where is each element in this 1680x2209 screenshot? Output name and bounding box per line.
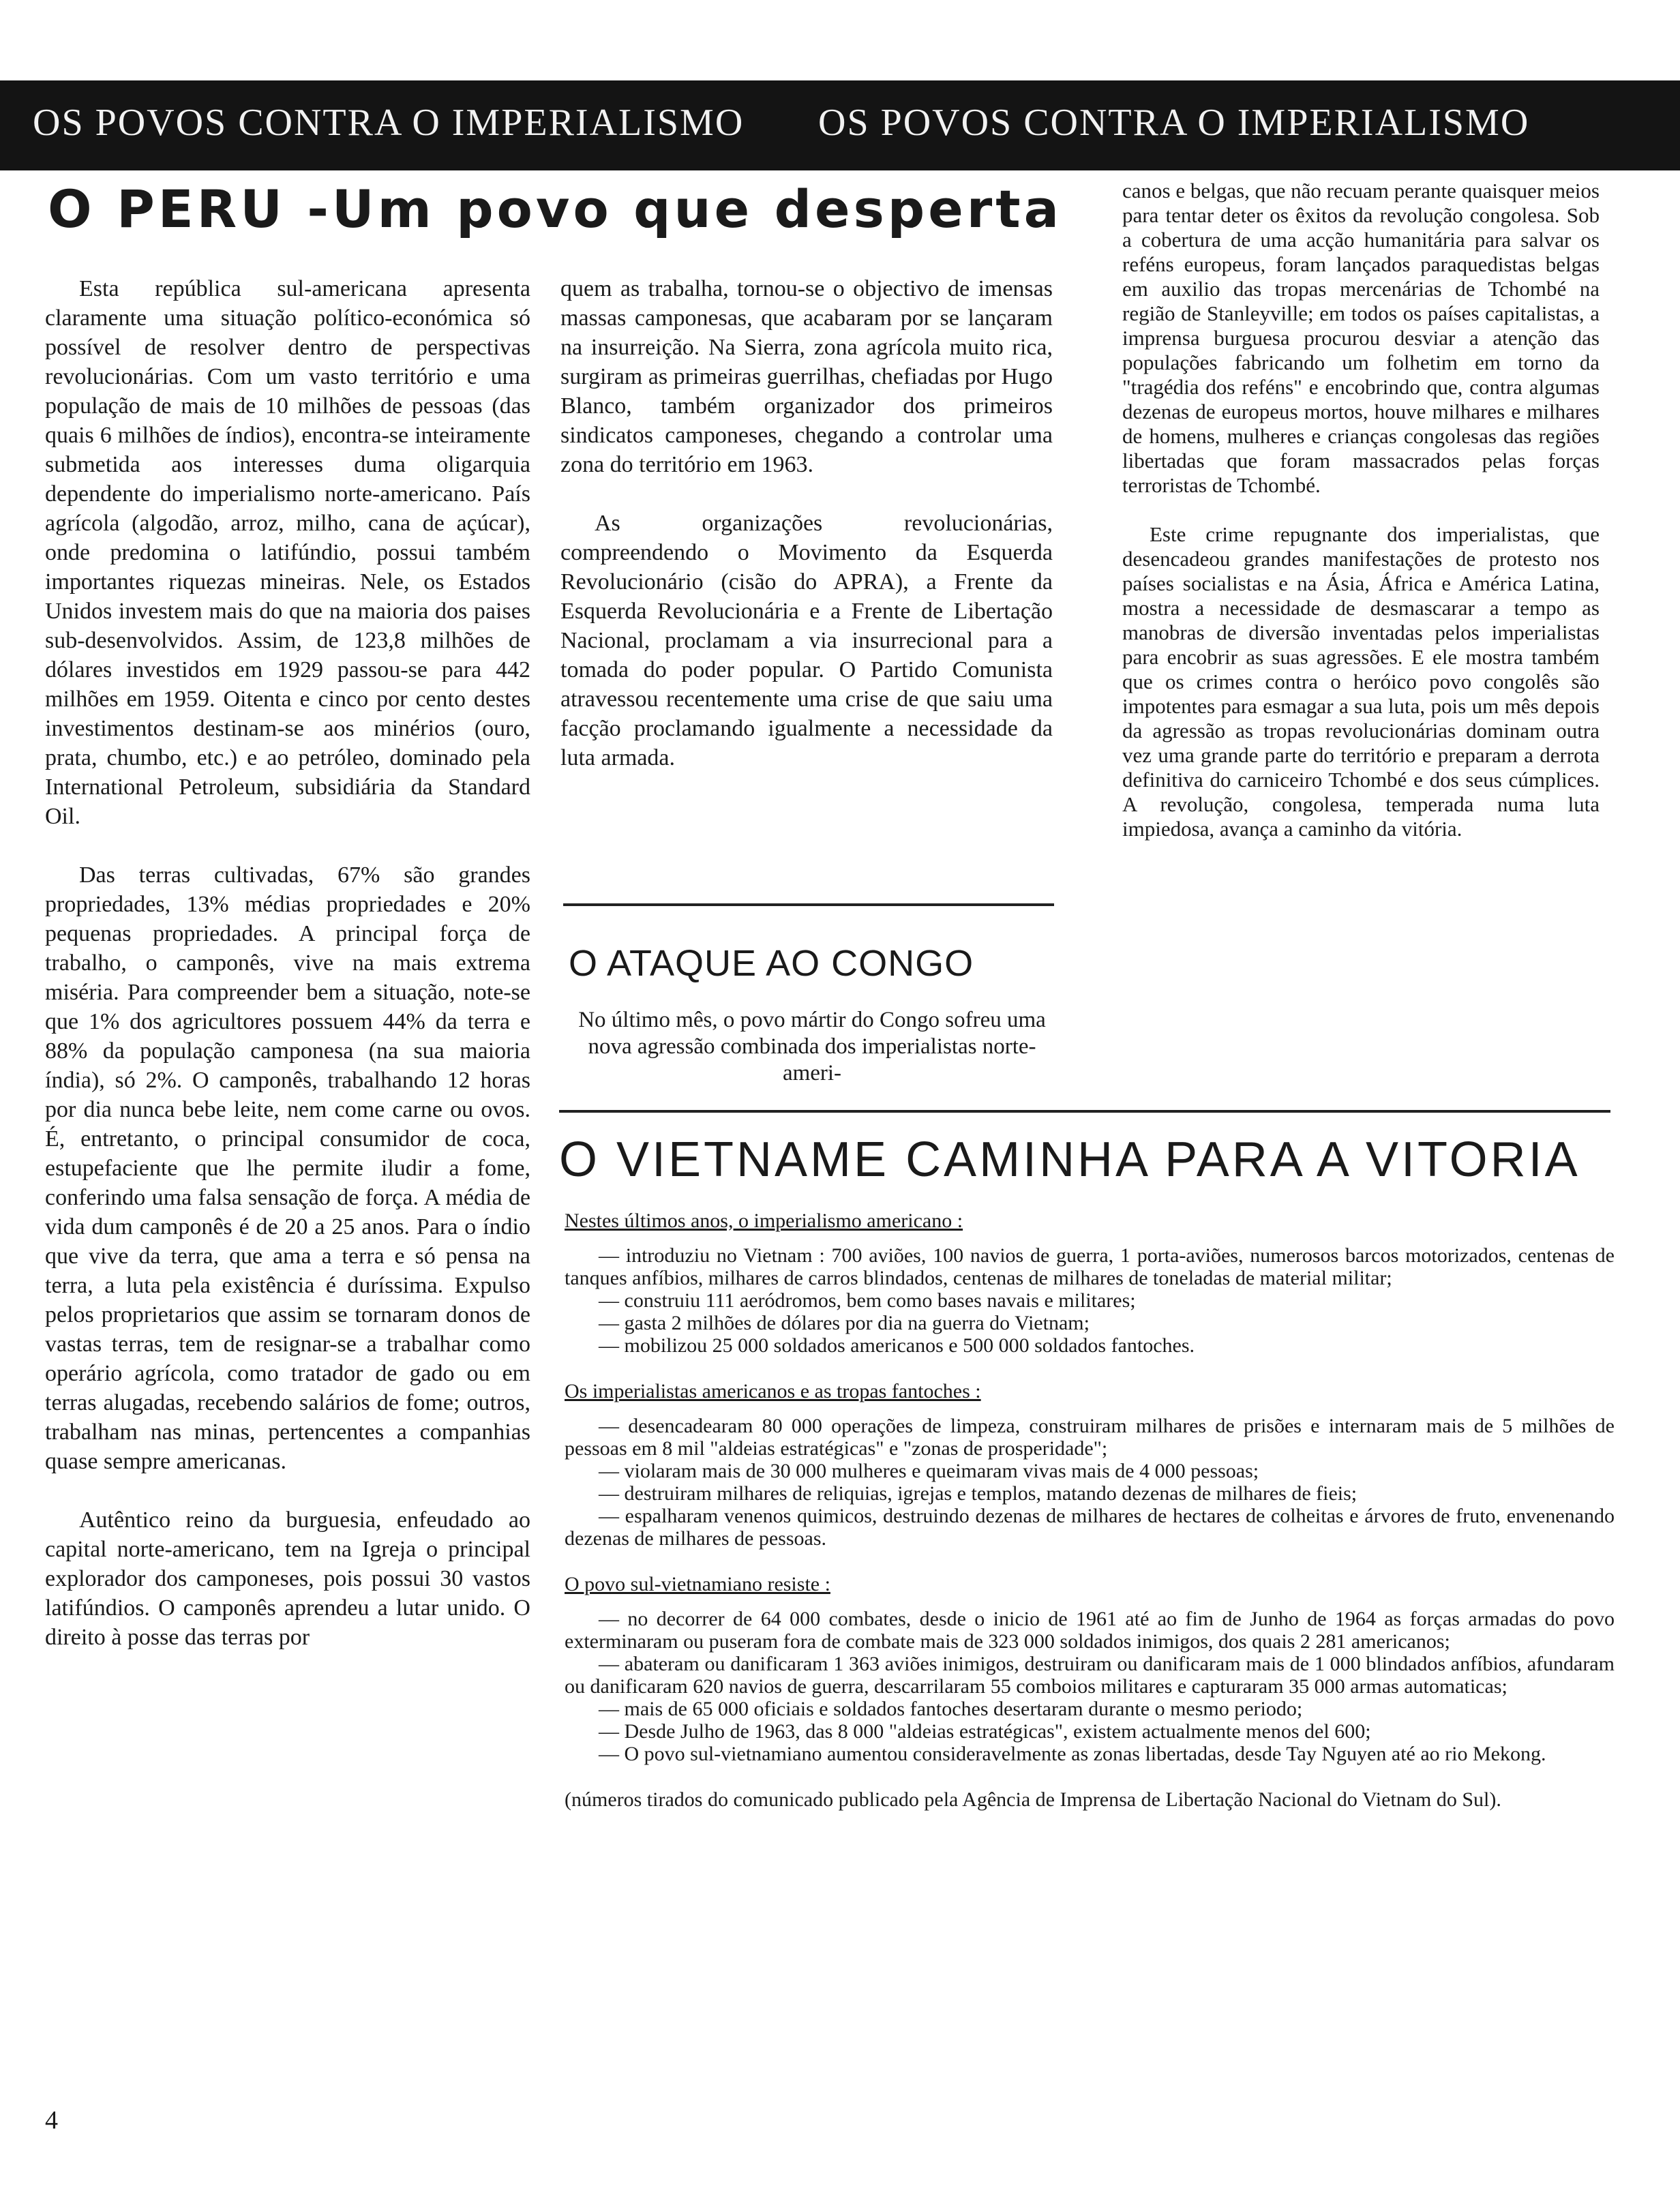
peru-paragraph-4: quem as trabalha, tornou-se o objectivo de imensas massas camponesas, que acabaram por se lançaram na insurreição. Na Sierra, zona agrícola muito rica, surgiram as primeiras guerrilhas, chefiadas por Hugo Blanco, também organizador dos primeiros sindicatos camponeses, chegando a controlar uma zona do território em 1963. <box>560 276 1053 477</box>
list-item: — mais de 65 000 oficiais e soldados fantoches desertaram durante o mesmo periodo; <box>599 1698 1303 1720</box>
vietnam-source-note: (números tirados do comunicado publicado pela Agência de Imprensa de Libertação Nacional do Vietnam do Sul). <box>565 1788 1501 1811</box>
congo-paragraph-1: canos e belgas, que não recuam perante quaisquer meios para tentar deter os êxitos da revolução congolesa. Sob a cobertura de uma acção humanitária para salvar os reféns europeus, foram lançados paraquedistas belgas em auxilio das tropas mercenárias de Tchombé na região de Stanleyville; em todos os países capitalistas, a imprensa burguesa procurou desviar a atenção das populações fabricando um folhetim em torno da "tragédia dos reféns" e encobrindo que, contra algumas dezenas de europeus mortos, houve milhares e milhares de homens, mulheres e crianças congolesas das regiões libertadas que foram massacrados pelas forças terroristas de Tchombé. <box>1122 179 1600 497</box>
list-item: — violaram mais de 30 000 mulheres e queimaram vivas mais de 4 000 pessoas; <box>599 1460 1259 1482</box>
vietnam-heading-3: O povo sul-vietnamiano resiste : <box>565 1573 830 1595</box>
vietnam-list-1 <box>565 1244 1615 1357</box>
list-item: — construiu 111 aeródromos, bem como bases navais e militares; <box>599 1289 1136 1312</box>
congo-divider <box>563 903 1054 906</box>
vietnam-heading-1: Nestes últimos anos, o imperialismo americano : <box>565 1209 963 1232</box>
congo-paragraph-2: Este crime repugnante dos imperialistas, que desencadeou grandes manifestações de protesto nos países socialistas e na Ásia, África e América Latina, mostra a necessidade de desmascarar a tempo as manobras de diversão inventadas pelos imperialistas para encobrir as suas agressões. E ele mostra também que os crimes contra o heróico povo congolês são impotentes para esmagar a sua luta, pois um mês depois da agressão as tropas revolucionárias dominam outra vez uma grande parte do território e preparam a derrota definitiva do carniceiro Tchombé e dos seus cúmplices. A revolução, congolesa, temperada numa luta impiedosa, avança a caminho da vitória. <box>1122 522 1600 841</box>
peru-paragraph-3: Autêntico reino da burguesia, enfeudado ao capital norte-americano, tem na Igreja o principal explorador dos camponeses, pois possui 30 vastos latifúndios. O camponês aprendeu a lutar unido. O direito à posse das terras por <box>45 1507 530 1650</box>
congo-article-title: O ATAQUE AO CONGO <box>569 943 974 984</box>
list-item: — O povo sul-vietnamiano aumentou consideravelmente as zonas libertadas, desde Tay Nguyen até ao rio Mekong. <box>599 1743 1546 1765</box>
vietnam-article-title: O VIETNAME CAMINHA PARA A VITORIA <box>559 1132 1580 1187</box>
list-item: — mobilizou 25 000 soldados americanos e 500 000 soldados fantoches. <box>599 1334 1195 1357</box>
peru-paragraph-5: As organizações revolucionárias, compreendendo o Movimento da Esquerda Revolucionário (cisão do APRA), a Frente da Esquerda Revolucionária e a Frente de Libertação Nacional, proclamam a via insurrecional para a tomada do poder popular. O Partido Comunista atravessou recentemente uma crise de que saiu uma facção proclamando igualmente a necessidade da luta armada. <box>560 511 1053 770</box>
peru-article-title: O PERU -Um povo que desperta <box>48 179 1062 239</box>
peru-column-left <box>45 274 530 1681</box>
congo-intro: No último mês, o povo mártir do Congo sofreu uma nova agressão combinada dos imperialistas norte-ameri- <box>578 1008 1046 1085</box>
peru-column-middle <box>560 274 1053 802</box>
list-item: — destruiram milhares de reliquias, igrejas e templos, matando dezenas de milhares de fieis; <box>599 1482 1358 1505</box>
list-item: — introduziu no Vietnam : 700 aviões, 100 navios de guerra, 1 porta-aviões, numerosos barcos motorizados, centenas de tanques anfíbios, milhares de carros blindados, centenas de milhares de toneladas de material militar; <box>565 1244 1615 1289</box>
vietnam-list-2 <box>565 1415 1615 1550</box>
page-number: 4 <box>45 2106 58 2135</box>
banner-right-text: OS POVOS CONTRA O IMPERIALISMO <box>818 102 1530 144</box>
list-item: — espalharam venenos quimicos, destruindo dezenas de milhares de hectares de colheitas e árvores de fruto, envenenando dezenas de milhares de pessoas. <box>565 1505 1615 1550</box>
peru-paragraph-1: Esta república sul-americana apresenta claramente uma situação político-económica só possível de resolver dentro de perspectivas revolucionárias. Com um vasto território e uma população de mais de 10 milhões de pessoas (das quais 6 milhões de índios), encontra-se inteiramente submetida aos interesses duma oligarquia dependente do imperialismo norte-americano. País agrícola (algodão, arroz, milho, cana de açúcar), onde predomina o latifúndio, possui também importantes riquezas mineiras. Nele, os Estados Unidos investem mais do que na maioria dos paises sub-desenvolvidos. Assim, de 123,8 milhões de dólares investidos em 1929 passou-se para 442 milhões em 1959. Oitenta e cinco por cento destes investimentos destinam-se aos minérios (ouro, prata, chumbo, etc.) e ao petróleo, dominado pela International Petroleum, subsidiária da Standard Oil. <box>45 276 530 829</box>
list-item: — no decorrer de 64 000 combates, desde o inicio de 1961 até ao fim de Junho de 1964 as forças armadas do povo exterminaram ou puseram fora de combate mais de 323 000 soldados inimigos, dos quais 2 281 americanos; <box>565 1608 1615 1653</box>
vietnam-heading-2: Os imperialistas americanos e as tropas fantoches : <box>565 1380 981 1402</box>
peru-paragraph-2: Das terras cultivadas, 67% são grandes propriedades, 13% médias propriedades e 20% pequenas propriedades. A principal força de trabalho, o camponês, vive na mais extrema miséria. Para compreender bem a situação, note-se que 1% dos agricultores possuem 44% da terra e 88% da população camponesa (na sua maioria índia), só 2%. O camponês, trabalhando 12 horas por dia nunca bebe leite, nem come carne ou ovos. É, entretanto, o principal consumidor de coca, estupefaciente que lhe permite iludir a fome, conferindo uma falsa sensação de força. A média de vida dum camponês é de 20 a 25 anos. Para o índio que vive da terra, que ama a terra e só pensa na terra, a luta pela existência é duríssima. Expulso pelos proprietarios que assim se tornaram donos de vastas terras, tem de resignar-se a trabalhar como operário agrícola, como tratador de gado ou em terras alugadas, recebendo salários de fome; outros, trabalham nas minas, pertencentes a companhias quase sempre americanas. <box>45 862 530 1474</box>
vietnam-divider <box>559 1110 1610 1113</box>
banner-left-text: OS POVOS CONTRA O IMPERIALISMO <box>33 102 745 144</box>
congo-column-right <box>1122 179 1600 866</box>
section-banner <box>0 80 1680 170</box>
vietnam-list-3 <box>565 1608 1615 1765</box>
list-item: — abateram ou danificaram 1 363 aviões inimigos, destruiram ou danificaram mais de 1 000 blindados anfíbios, afundaram ou danificaram 620 navios de guerra, descarrilaram 55 comboios militares e capturaram 35 000 armas automaticas; <box>565 1653 1615 1698</box>
list-item: — gasta 2 milhões de dólares por dia na guerra do Vietnam; <box>599 1312 1090 1334</box>
list-item: — Desde Julho de 1963, das 8 000 "aldeias estratégicas", existem actualmente menos del 600; <box>599 1720 1371 1743</box>
list-item: — desencadearam 80 000 operações de limpeza, construiram milhares de prisões e internaram mais de 5 milhões de pessoas em 8 mil "aldeias estratégicas" e "zonas de prosperidade"; <box>565 1415 1615 1460</box>
vietnam-article-body <box>565 1200 1615 1811</box>
